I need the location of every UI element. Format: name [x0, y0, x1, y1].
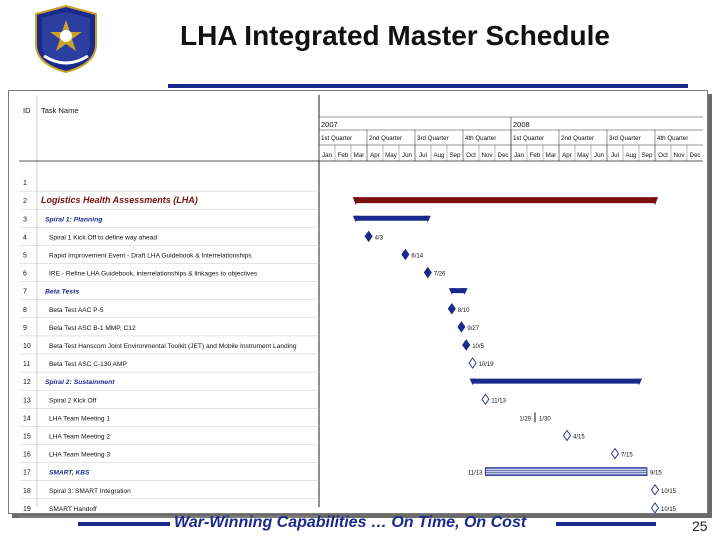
split-left-label: 1/29 — [519, 416, 531, 423]
row-id: 5 — [23, 252, 27, 260]
row-id: 7 — [23, 288, 27, 296]
row-task-name: Spiral 3: SMART Integration — [49, 487, 131, 495]
row-task-name: Spiral 1: Planning — [45, 216, 103, 224]
month-label: Sep — [449, 152, 461, 159]
row-id: 16 — [23, 451, 31, 459]
footer-rule-left — [78, 522, 170, 526]
month-label: Nov — [673, 152, 685, 159]
page-number: 25 — [692, 518, 708, 534]
header-task-name: Task Name — [41, 106, 79, 115]
row-task-name: SMART, KBS — [49, 469, 90, 477]
milestone-label: 7/26 — [433, 271, 446, 278]
header-id: ID — [23, 106, 31, 115]
spiral-bar — [473, 379, 639, 384]
gantt-chart — [19, 95, 703, 513]
quarter-label: 4th Quarter — [465, 135, 497, 142]
milestone-diamond-filled — [458, 322, 465, 332]
milestone-diamond-filled — [365, 231, 372, 241]
row-task-name: Rapid Improvement Event - Draft LHA Guidebook & Interrelationships — [49, 252, 252, 260]
bar-end-label: 9/15 — [650, 470, 662, 477]
milestone-diamond-open — [612, 449, 619, 459]
milestone-label: 10/15 — [661, 488, 677, 495]
row-id: 10 — [23, 342, 31, 350]
quarter-label: 1st Quarter — [321, 135, 352, 142]
month-label: Aug — [433, 152, 445, 159]
milestone-label: 4/15 — [573, 434, 585, 441]
row-id: 17 — [23, 469, 31, 477]
quarter-label: 2nd Quarter — [369, 135, 403, 142]
month-label: Jul — [611, 152, 619, 159]
row-task-name: Beta Tests — [45, 288, 80, 296]
row-task-name: Spiral 2 Kick Off — [49, 397, 97, 405]
row-task-name: Spiral 2: Sustainment — [45, 379, 115, 387]
split-right-label: 1/30 — [539, 416, 551, 423]
row-id: 18 — [23, 487, 31, 495]
milestone-diamond-filled — [402, 249, 409, 259]
quarter-label: 3rd Quarter — [609, 135, 641, 142]
row-task-name: LHA Team Meeting 1 — [49, 415, 111, 423]
row-task-name: Beta Test Hanscom Joint Environmental Toolkit (JET) and Mobile Instrument Landing — [49, 342, 297, 350]
row-task-name: Beta Test AAC P-5 — [49, 306, 104, 314]
milestone-label: 9/27 — [467, 325, 480, 332]
month-label: Nov — [481, 152, 493, 159]
milestone-label: 4/3 — [374, 235, 383, 242]
month-label: May — [577, 152, 589, 159]
row-task-name: Logistics Health Assessments (LHA) — [41, 195, 198, 206]
milestone-label: 7/15 — [621, 452, 633, 459]
month-label: Dec — [689, 152, 701, 159]
month-label: Feb — [529, 152, 541, 159]
row-id: 14 — [23, 415, 31, 423]
row-task-name: LHA Team Meeting 2 — [49, 433, 111, 441]
row-id: 3 — [23, 216, 27, 224]
year-label: 2008 — [513, 120, 530, 129]
month-label: Mar — [545, 152, 557, 159]
milestone-diamond-filled — [463, 340, 470, 350]
milestone-diamond-filled — [424, 268, 431, 278]
row-task-name: Beta Test ASC B-1 MMP, C12 — [49, 324, 136, 332]
milestone-diamond-open — [469, 358, 476, 368]
milestone-diamond-open — [482, 394, 489, 404]
year-label: 2007 — [321, 120, 338, 129]
row-task-name: Beta Test ASC C-130 AMP — [49, 361, 127, 369]
month-label: Oct — [658, 152, 668, 159]
spiral-bar — [356, 216, 428, 221]
row-id: 13 — [23, 397, 31, 405]
row-id: 8 — [23, 306, 27, 314]
month-label: May — [385, 152, 397, 159]
month-label: Jun — [402, 152, 412, 159]
quarter-label: 1st Quarter — [513, 135, 544, 142]
milestone-diamond-filled — [448, 304, 455, 314]
bar-start-label: 11/13 — [467, 470, 483, 477]
af-materiel-command-emblem — [30, 4, 102, 74]
milestone-label: 11/13 — [491, 398, 506, 405]
row-id: 4 — [23, 234, 27, 242]
row-id: 12 — [23, 379, 31, 387]
row-id: 2 — [23, 198, 27, 206]
row-id: 9 — [23, 324, 27, 332]
row-id: 1 — [23, 180, 27, 188]
month-label: Mar — [353, 152, 365, 159]
quarter-label: 4th Quarter — [657, 135, 689, 142]
title-rule — [168, 84, 688, 88]
month-label: Aug — [625, 152, 637, 159]
milestone-label: 8/10 — [457, 307, 470, 314]
row-id: 11 — [23, 361, 31, 369]
milestone-label: 10/15 — [661, 506, 677, 513]
month-label: Apr — [370, 152, 380, 159]
footer-tagline: War-Winning Capabilities … On Time, On Cost — [174, 514, 527, 531]
month-label: Dec — [497, 152, 509, 159]
month-label: Jan — [514, 152, 524, 159]
milestone-label: 10/19 — [478, 362, 494, 369]
page-title: LHA Integrated Master Schedule — [180, 20, 610, 51]
row-id: 19 — [23, 505, 31, 513]
row-task-name: Spiral 1 Kick Off to define way ahead — [49, 234, 158, 242]
gantt-panel — [8, 90, 708, 514]
month-label: Jun — [594, 152, 604, 159]
milestone-label: 6/14 — [411, 253, 424, 260]
month-label: Sep — [641, 152, 653, 159]
milestone-diamond-open — [652, 485, 659, 495]
row-id: 6 — [23, 270, 27, 278]
footer-rule-right — [556, 522, 656, 526]
row-task-name: SMART Handoff — [49, 505, 97, 513]
milestone-label: 10/5 — [472, 343, 484, 350]
month-label: Apr — [562, 152, 572, 159]
month-label: Jan — [322, 152, 332, 159]
milestone-diamond-open — [564, 430, 571, 440]
row-task-name: IRE - Refine LHA Guidebook, interrelationships & linkages to objectives — [49, 270, 258, 278]
month-label: Feb — [337, 152, 349, 159]
quarter-label: 3rd Quarter — [417, 135, 449, 142]
month-label: Jul — [419, 152, 427, 159]
summary-bar — [356, 197, 655, 203]
row-id: 15 — [23, 433, 31, 441]
month-label: Oct — [466, 152, 476, 159]
milestone-diamond-open — [652, 503, 659, 513]
row-task-name: LHA Team Meeting 3 — [49, 451, 111, 459]
quarter-label: 2nd Quarter — [561, 135, 595, 142]
